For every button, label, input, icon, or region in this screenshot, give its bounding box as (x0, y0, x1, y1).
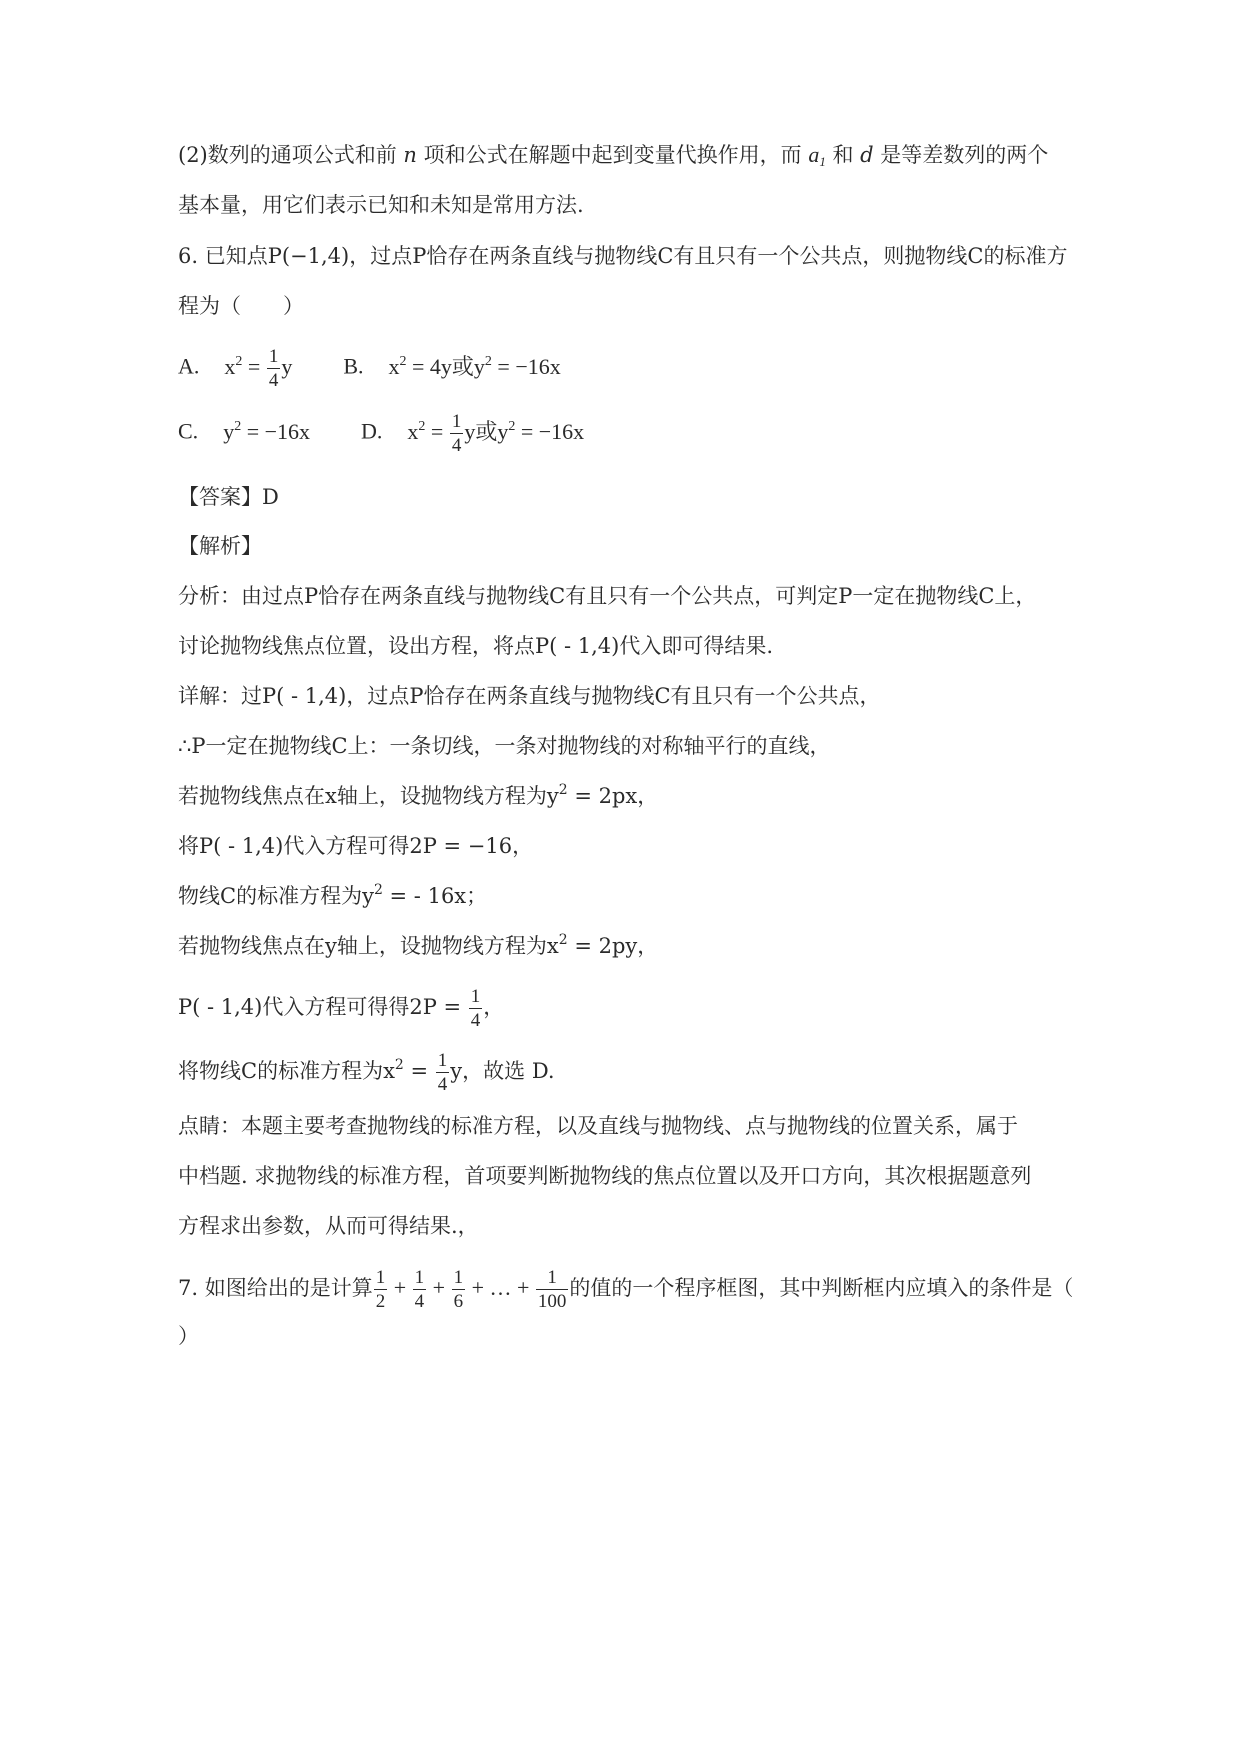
option-c-label: C. (178, 418, 199, 444)
option-c-formula: $y^2 = -16x$ (223, 418, 311, 444)
detail-line8: 将物线C的标准方程为$x^2$ = $\frac{1}{4}$ y，故选 D. (178, 1050, 555, 1095)
option-a-label: A. (178, 353, 200, 379)
var-n: n (403, 143, 417, 167)
remark-line3: 方程求出参数，从而可得结果.， (178, 1214, 479, 1238)
q7-stem-line1: 7. 如图给出的是计算 $\frac{1}{2}$ + $\frac{1}{4}$ + $\frac{1}{6}$ + … + $\frac{1}{100}$ 的值的一个程序框图，其中判断框内应填入的条件是（ (178, 1267, 1074, 1312)
note2-text-b: 项和公式在解题中起到变量代换作用，而 (416, 143, 809, 167)
detail-line1: 详解：过P( - 1,4)，过点P恰存在两条直线与抛物线C有且只有一个公共点， (178, 684, 881, 708)
fraction-1-2: $\frac{1}{2}$ (375, 1267, 386, 1312)
option-d-formula: $x^2$ = $\frac{1}{4}$ y或$y^2 = -16x$ (407, 411, 585, 456)
detail-line2: ∴P一定在抛物线C上：一条切线，一条对抛物线的对称轴平行的直线， (178, 734, 831, 758)
option-a-formula: $x^2$ = $\frac{1}{4}$ y (224, 346, 293, 391)
note2-text-a: (2)数列的通项公式和前 (178, 143, 404, 167)
q6-stem-line2: 程为（ ） (178, 294, 304, 318)
remark-line2: 中档题. 求抛物线的标准方程，首项要判断抛物线的焦点位置以及开口方向，其次根据题意列 (178, 1164, 1032, 1188)
fraction-1-4: $\frac{1}{4}$ (470, 986, 481, 1031)
detail-line3: 若抛物线焦点在x轴上，设抛物线方程为$y^2 = 2px$， (178, 782, 659, 808)
detail-line6: 若抛物线焦点在y轴上，设抛物线方程为$x^2 = 2py$， (178, 932, 659, 958)
analysis-line1: 分析：由过点P恰存在两条直线与抛物线C有且只有一个公共点，可判定P一定在抛物线C上， (178, 584, 1037, 608)
fraction-1-100: $\frac{1}{100}$ (537, 1267, 567, 1312)
q6-options-ab (178, 346, 561, 391)
remark-line1: 点睛：本题主要考查抛物线的标准方程，以及直线与抛物线、点与抛物线的位置关系，属于 (178, 1114, 1018, 1138)
q7-stem-line2: ） (178, 1324, 199, 1348)
option-d-label: D. (361, 418, 383, 444)
detail-line5: 物线C的标准方程为$y^2$ = - 16x； (178, 882, 488, 908)
note2-line2: 基本量，用它们表示已知和未知是常用方法. (178, 193, 584, 217)
analysis-line2: 讨论抛物线焦点位置，设出方程，将点P( - 1,4)代入即可得结果. (178, 634, 774, 658)
var-a1: $a_1$ (808, 142, 826, 169)
var-d: d (860, 143, 874, 167)
fraction-1-4: $\frac{1}{4}$ (451, 411, 462, 456)
option-b-label: B. (343, 353, 364, 379)
fraction-1-4: $\frac{1}{4}$ (437, 1050, 448, 1095)
fraction-1-4: $\frac{1}{4}$ (268, 346, 279, 391)
note2-line1 (178, 140, 1048, 170)
note2-text-c: 和 (825, 143, 861, 167)
q6-stem-line1: 6. 已知点P(−1,4)，过点P恰存在两条直线与抛物线C有且只有一个公共点，则抛物线C的标准方 (178, 244, 1068, 268)
detail-line7: P( - 1,4)代入方程可得得2P = $\frac{1}{4}$ ， (178, 986, 505, 1031)
note2-text-d: 是等差数列的两个 (873, 143, 1049, 167)
option-b-formula: $x^2 = 4y$或$y^2 = -16x$ (388, 353, 561, 379)
analysis-heading: 【解析】 (178, 534, 262, 558)
detail-line4: 将P( - 1,4)代入方程可得2P = −16， (178, 834, 534, 858)
fraction-1-4: $\frac{1}{4}$ (414, 1267, 425, 1312)
fraction-1-6: $\frac{1}{6}$ (453, 1267, 464, 1312)
q6-options-cd (178, 411, 585, 456)
answer-line: 【答案】D (178, 485, 279, 509)
